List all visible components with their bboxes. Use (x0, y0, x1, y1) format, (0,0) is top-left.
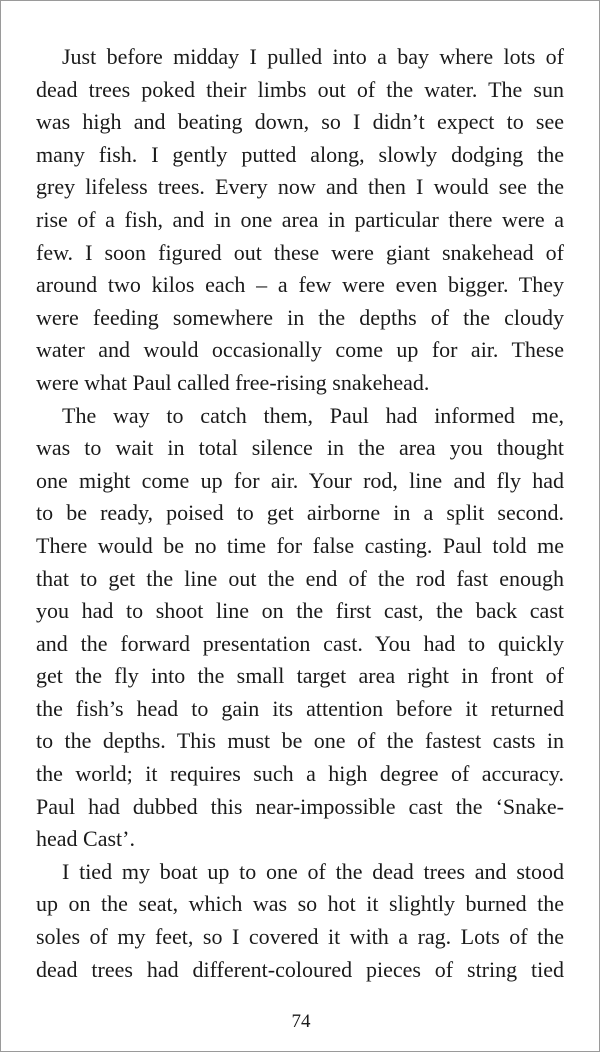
text-line: and the forward presentation cast. You had to quickly (36, 630, 564, 656)
text-line: grey lifeless trees. Every now and then I would see the (36, 174, 564, 200)
text-line: soles of my feet, so I covered it with a rag. Lots of the (36, 924, 564, 950)
paragraph-2 (36, 400, 564, 856)
text-line: dead trees poked their limbs out of the water. The sun (36, 76, 564, 102)
text-line: many fish. I gently putted along, slowly dodging the (36, 141, 564, 167)
text-line: rise of a fish, and in one area in particular there were a (36, 206, 564, 232)
text-line: Paul had dubbed this near-impossible cast the ‘Snake- (36, 793, 564, 819)
text-line: few. I soon figured out these were giant snakehead of (36, 239, 564, 265)
paragraph-1 (36, 41, 564, 400)
text-line: get the fly into the small target area right in front of (36, 663, 564, 689)
text-line: to be ready, poised to get airborne in a split second. (36, 500, 564, 526)
body-text (36, 41, 564, 986)
text-line: water and would occasionally come up for air. These (36, 337, 564, 363)
text-line: Just before midday I pulled into a bay where lots of (62, 44, 564, 69)
text-line: the world; it requires such a high degree of accuracy. (36, 761, 564, 787)
text-line: up on the seat, which was so hot it slightly burned the (36, 891, 564, 917)
text-line: There would be no time for false casting. Paul told me (36, 532, 564, 558)
text-line: that to get the line out the end of the rod fast enough (36, 565, 564, 591)
text-line: one might come up for air. Your rod, line and fly had (36, 467, 564, 493)
text-line: the fish’s head to gain its attention before it returned (36, 695, 564, 721)
text-line: were what Paul called free-rising snakehead. (36, 369, 430, 395)
text-line: around two kilos each – a few were even bigger. They (36, 272, 564, 298)
text-line: The way to catch them, Paul had informed me, (62, 402, 564, 428)
text-line: dead trees had different-coloured pieces of string tied (36, 956, 564, 982)
text-line: to the depths. This must be one of the fastest casts in (36, 728, 564, 754)
page-number: 74 (291, 1011, 311, 1032)
text-line: you had to shoot line on the first cast, the back cast (36, 598, 564, 624)
text-line: was to wait in total silence in the area you thought (36, 435, 564, 461)
text-line: head Cast’. (36, 826, 135, 852)
paragraph-3 (36, 856, 564, 986)
text-line: was high and beating down, so I didn’t expect to see (36, 109, 564, 135)
text-line: were feeding somewhere in the depths of the cloudy (36, 304, 564, 330)
text-line: I tied my boat up to one of the dead trees and stood (62, 858, 564, 884)
